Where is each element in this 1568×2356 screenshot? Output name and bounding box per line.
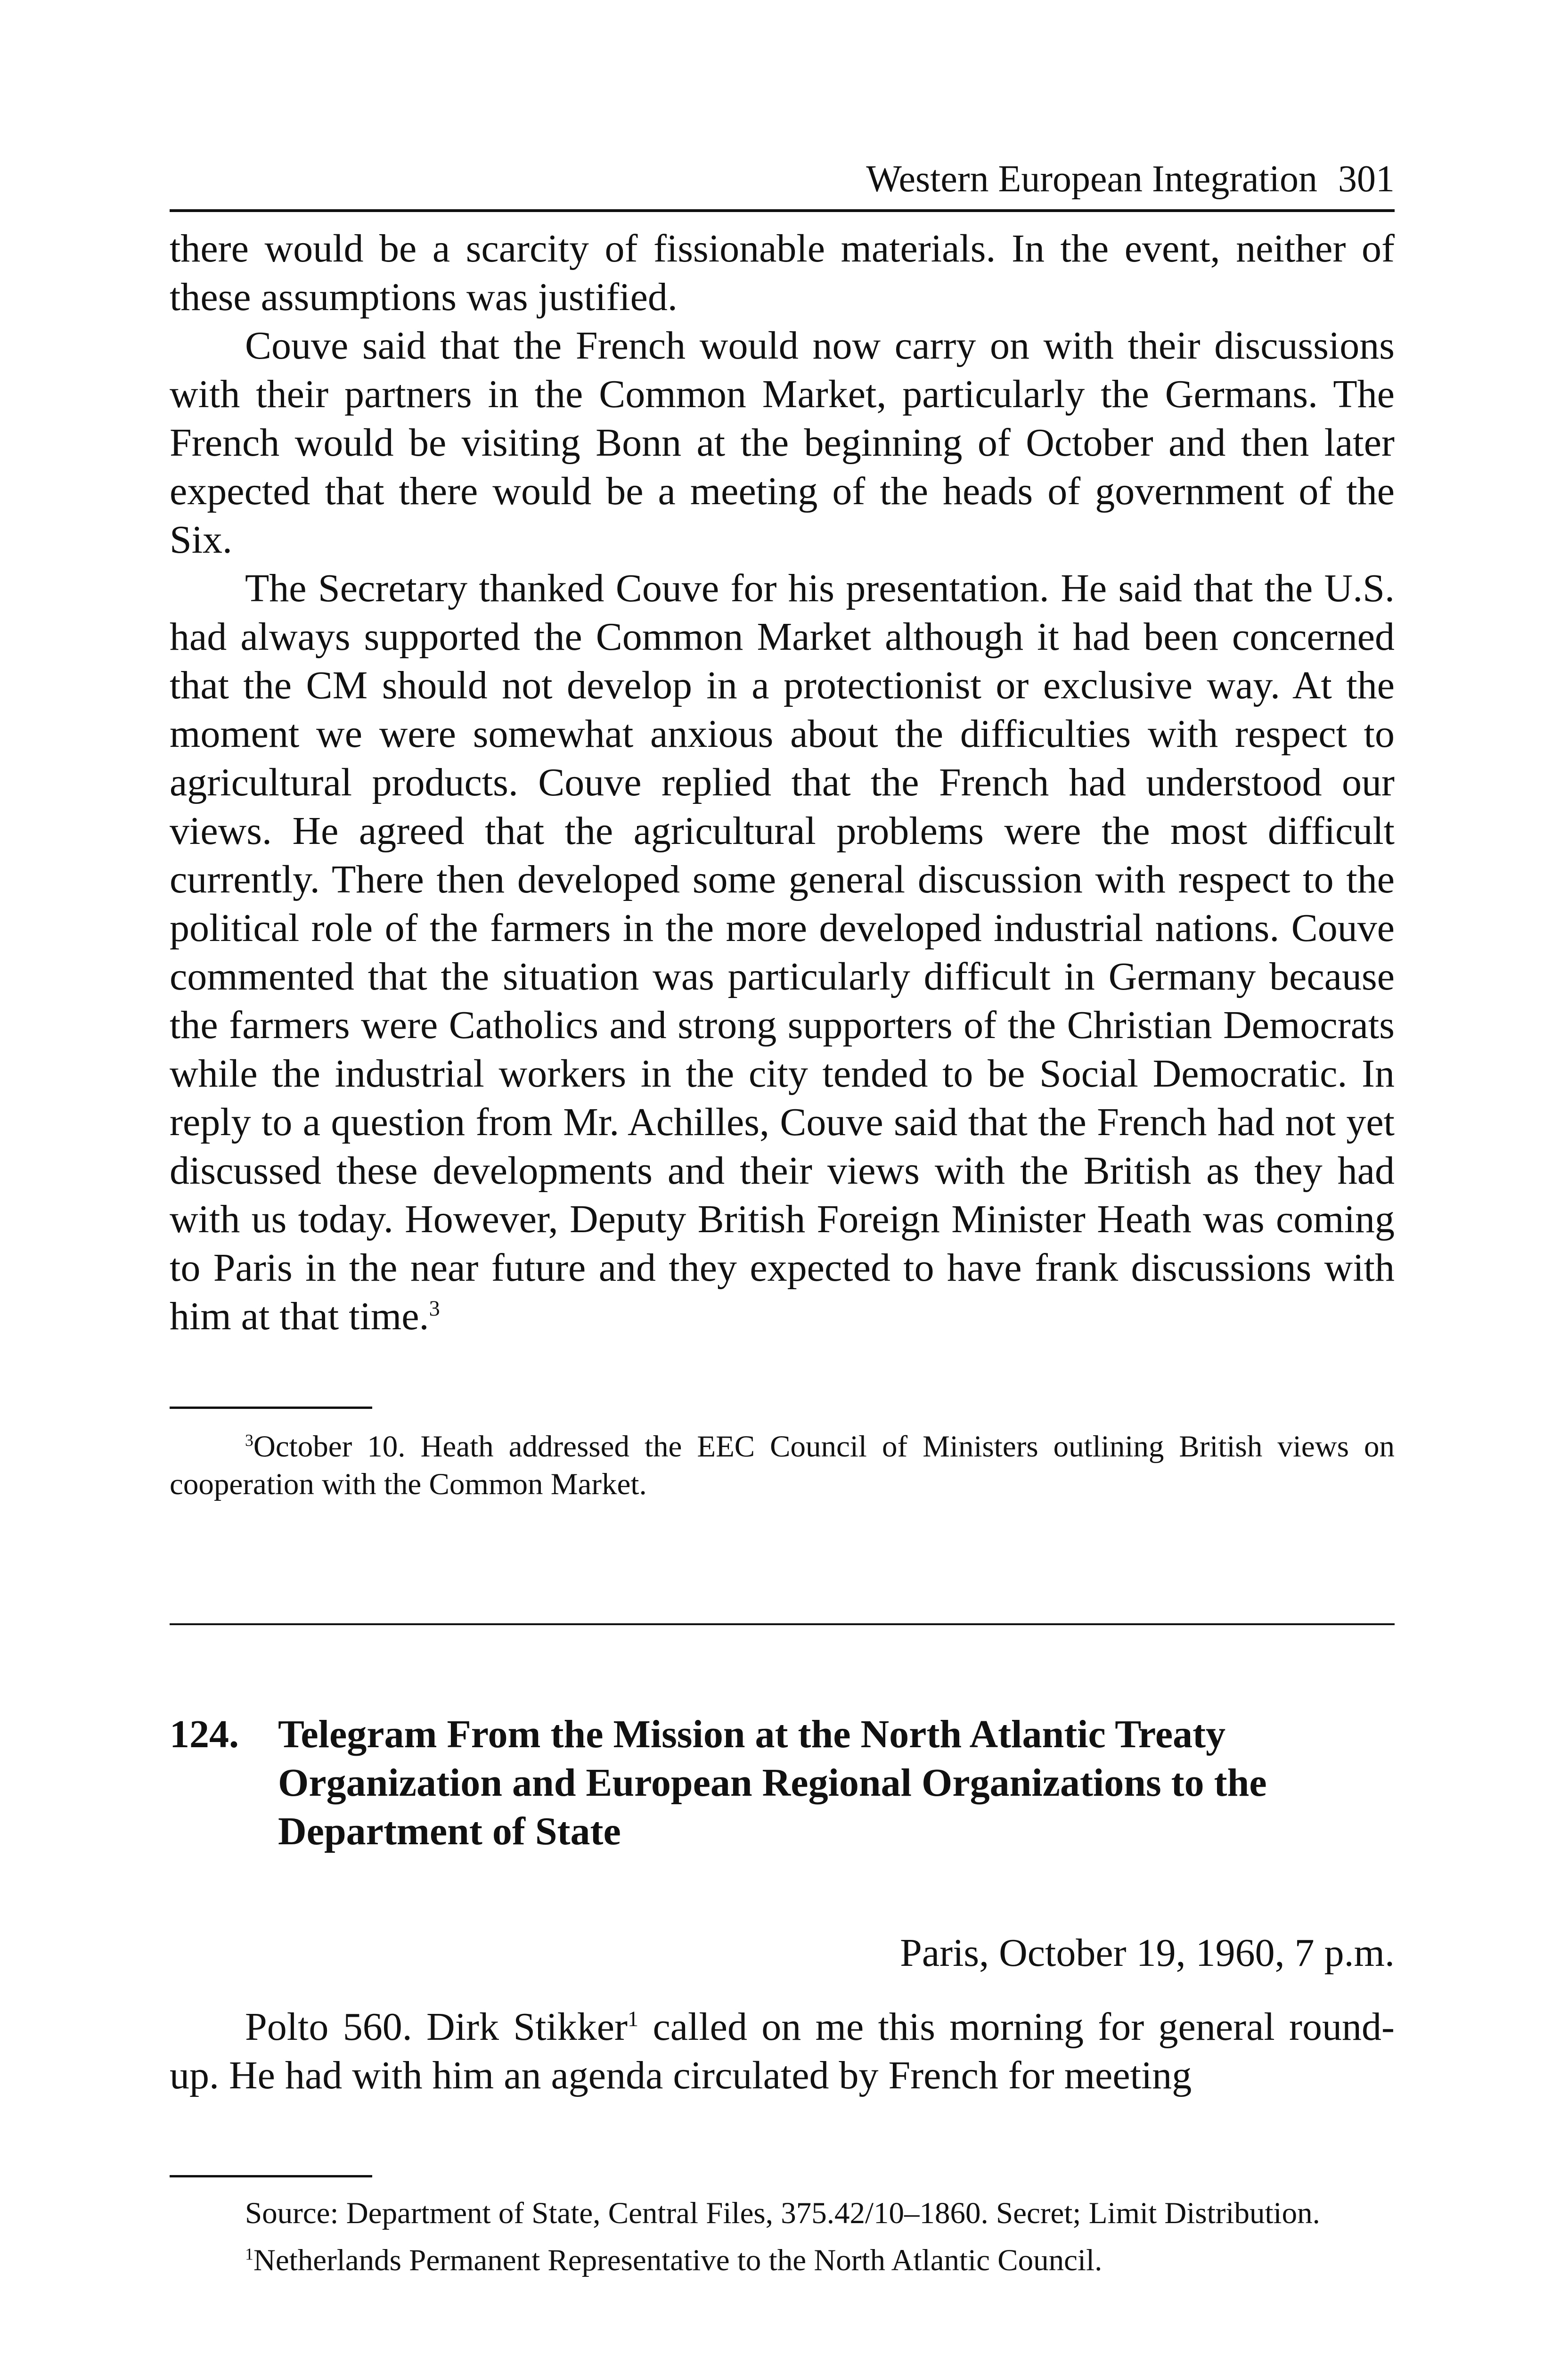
footnote-ref-1: 1 [628, 2007, 639, 2031]
document-heading [170, 1710, 1395, 1856]
source-note-text: Source: Department of State, Central Files, 375.42/10–1860. Secret; Limit Distribution. [245, 2196, 1320, 2230]
footnote-1 [170, 2241, 1395, 2279]
paragraph-3-text: The Secretary thanked Couve for his presentation. He said that the U.S. had always supported the Common Market although it had been concerned that the CM should not develop in a protectionist or exclusive way. At the moment we were somewhat anxious about the difficulties with respect to agricultural products. Couve replied that the French had understood our views. He agreed that the agricultural problems were the most difficult currently. There then developed some general discussion with respect to the political role of the farmers in the more developed industrial nations. Couve commented that the situation was particularly difficult in Germany because the farmers were Catholics and strong supporters of the Christian Democrats while the industrial workers in the city tended to be Social Democratic. In reply to a question from Mr. Achilles, Couve said that the French had not yet discussed these developments and their views with the British as they had with us today. However, Deputy British Foreign Minister Heath was coming to Paris in the near future and they expected to have frank discussions with him at that time. [170, 566, 1395, 1338]
paragraph-2: Couve said that the French would now carry on with their discussions with their partners in the Common Market, particularly the Germans. The French would be visiting Bonn at the beginning of October and then later expected that there would be a meeting of the heads of government of the Six. [170, 324, 1395, 562]
footnote-rule [170, 1407, 372, 1409]
paragraph-3 [170, 564, 1395, 1341]
footnote-ref-3: 3 [429, 1296, 440, 1320]
dateline: Paris, October 19, 1960, 7 p.m. [900, 1931, 1395, 1975]
footnote-3 [170, 1428, 1395, 1503]
running-head [170, 155, 1395, 212]
running-title: Western European Integration [866, 158, 1317, 200]
telegram-paragraph [170, 2003, 1395, 2100]
page-number: 301 [1338, 158, 1395, 200]
telegram-text [170, 2003, 1395, 2100]
footnote-1-text: Netherlands Permanent Representative to the North Atlantic Council. [253, 2243, 1102, 2277]
document-page [170, 155, 1395, 2279]
paragraph-1: there would be a scarcity of fissionable materials. In the event, neither of these assumptions was justified. [170, 227, 1395, 319]
footnote-3-text: October 10. Heath addressed the EEC Council of Ministers outlining British views on cooperation with the Common Market. [170, 1430, 1395, 1501]
section-divider [170, 1623, 1395, 1625]
source-note [170, 2194, 1395, 2279]
source-rule [170, 2175, 372, 2177]
footnote-3-marker: 3 [245, 1431, 253, 1450]
body-text [170, 224, 1395, 1341]
document-title: Telegram From the Mission at the North Atlantic Treaty Organization and European Regional Organizations to the Department of State [278, 1712, 1267, 1853]
telegram-text-start: Polto 560. Dirk Stikker [245, 2005, 628, 2049]
document-number: 124. [170, 1712, 239, 1756]
footnote-1-marker: 1 [245, 2244, 253, 2264]
telegram-text-rest: called on me this morning for general round-up. He had with him an agenda circulated by French for meeting [170, 2005, 1395, 2097]
